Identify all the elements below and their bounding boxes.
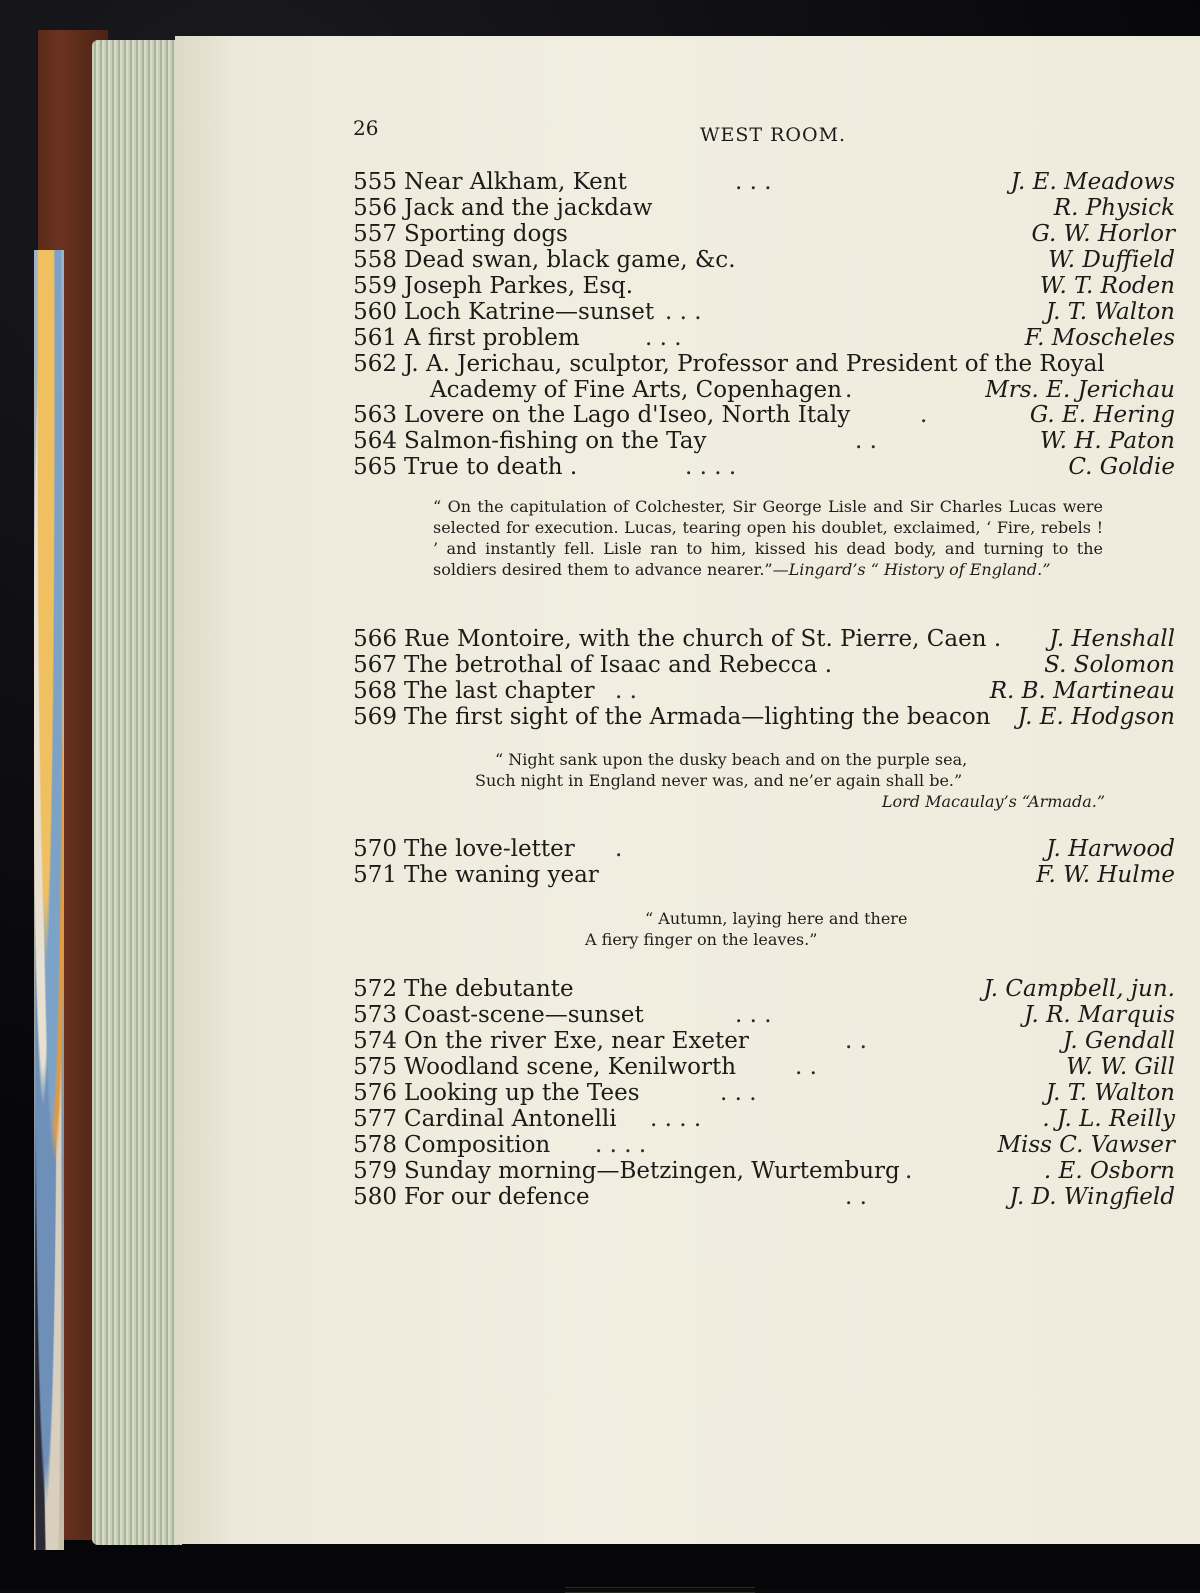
entry-artist: J. Henshall	[1049, 626, 1175, 652]
entry-row	[175, 1184, 1175, 1210]
entry-number: 555	[353, 169, 397, 195]
entry-title: The love-letter	[404, 836, 575, 862]
entry-row	[175, 351, 1175, 377]
entry-artist: J. E. Meadows	[1010, 169, 1175, 195]
entry-number: 572	[353, 976, 397, 1002]
entry-title: Joseph Parkes, Esq.	[404, 273, 634, 299]
quote-source: Lingard’s “ History of England.”	[788, 560, 1051, 579]
entry-title: Jack and the jackdaw	[404, 195, 653, 221]
entry-row	[175, 402, 1175, 428]
entry-number: 568	[353, 678, 397, 704]
entry-number: 564	[353, 428, 397, 454]
leader-dots: .	[905, 1158, 913, 1184]
entry-artist: J. E. Hodgson	[1017, 704, 1175, 730]
entry-artist: G. W. Horlor	[1031, 221, 1175, 247]
leader-dots: .	[845, 377, 853, 403]
leader-dots: . . .	[720, 1080, 757, 1106]
entry-artist: Miss C. Vawser	[997, 1132, 1175, 1158]
entry-row	[175, 1106, 1175, 1132]
running-head: WEST ROOM.	[700, 124, 847, 146]
entry-row	[175, 221, 1175, 247]
entry-artist: S. Solomon	[1044, 652, 1175, 678]
entry-row	[175, 169, 1175, 195]
entry-number: 571	[353, 862, 397, 888]
entry-number: 566	[353, 626, 397, 652]
entry-row	[175, 976, 1175, 1002]
entry-title: Near Alkham, Kent	[404, 169, 627, 195]
entry-row	[175, 325, 1175, 351]
entry-number: 575	[353, 1054, 397, 1080]
entry-title: Coast-scene—sunset	[404, 1002, 644, 1028]
entry-artist: W. Duffield	[1048, 247, 1175, 273]
entry-title: The first sight of the Armada—lighting the beacon	[404, 704, 991, 730]
page-edges	[92, 40, 182, 1545]
leader-dots: . . .	[665, 299, 702, 325]
leader-dots: .	[920, 402, 928, 428]
leader-dots: . . .	[735, 169, 772, 195]
leader-dots: . . .	[735, 1002, 772, 1028]
entry-row	[175, 704, 1175, 730]
entry-number: 573	[353, 1002, 397, 1028]
entry-artist: G. E. Hering	[1029, 402, 1175, 428]
entry-continuation	[175, 377, 1175, 403]
entry-row	[175, 1028, 1175, 1054]
entry-row	[175, 652, 1175, 678]
entry-title: Sporting dogs	[404, 221, 568, 247]
entry-title: Lovere on the Lago d'Iseo, North Italy	[404, 402, 851, 428]
marbled-endpaper	[34, 250, 64, 1550]
entry-artist: R. Physick	[1053, 195, 1175, 221]
leader-dots: . . . .	[685, 454, 737, 480]
leader-dots: . .	[795, 1054, 817, 1080]
entry-artist: J. Campbell, jun.	[983, 976, 1175, 1002]
entry-row	[175, 247, 1175, 273]
leader-dots: . . .	[645, 325, 682, 351]
entry-row	[175, 1002, 1175, 1028]
entry-artist: J. T. Walton	[1045, 299, 1175, 325]
entry-artist: C. Goldie	[1068, 454, 1175, 480]
entry-title: Composition	[404, 1132, 551, 1158]
quote-line: A fiery finger on the leaves.”	[585, 930, 818, 949]
leader-dots: .	[615, 836, 623, 862]
entry-artist: W. T. Roden	[1039, 273, 1175, 299]
entry-title: The waning year	[404, 862, 599, 888]
entry-artist: J. R. Marquis	[1024, 1002, 1175, 1028]
quote-autumn	[585, 908, 985, 950]
entry-number: 559	[353, 273, 397, 299]
leader-dots: . .	[855, 428, 877, 454]
entry-title: A first problem	[404, 325, 580, 351]
entry-row	[175, 1132, 1175, 1158]
quote-text: “ On the capitulation of Colchester, Sir George Lisle and Sir Charles Lucas were selected for execution. Lucas, tearing open his doublet, exclaimed, ‘ Fire, rebels ! ’ and instantly fell. Lisle ran to him, kissed his dead body, and turning to the soldiers desired them to advance nearer.”—	[433, 497, 1103, 579]
entry-number: 558	[353, 247, 397, 273]
quote-source: Lord Macaulay’s “Armada.”	[881, 792, 1105, 811]
entry-title: The betrothal of Isaac and Rebecca .	[404, 652, 833, 678]
entry-row	[175, 836, 1175, 862]
entry-title-continued: Academy of Fine Arts, Copenhagen	[430, 377, 842, 403]
entry-artist: J. Gendall	[1062, 1028, 1175, 1054]
quote-line: “ Autumn, laying here and there	[645, 909, 908, 928]
entry-number: 570	[353, 836, 397, 862]
entry-row	[175, 1054, 1175, 1080]
quote-colchester	[433, 496, 1103, 580]
entry-row	[175, 273, 1175, 299]
entry-title: Cardinal Antonelli	[404, 1106, 617, 1132]
entry-title: For our defence	[404, 1184, 590, 1210]
leader-dots: . .	[845, 1028, 867, 1054]
entry-number: 567	[353, 652, 397, 678]
entry-title: J. A. Jerichau, sculptor, Professor and President of the Royal	[404, 351, 1105, 377]
entry-number: 557	[353, 221, 397, 247]
page-number: 26	[353, 116, 379, 140]
catalogue-page	[175, 36, 1200, 1544]
entry-artist: W. W. Gill	[1066, 1054, 1175, 1080]
entry-title: True to death .	[404, 454, 578, 480]
entry-row	[175, 626, 1175, 652]
section-divider-rule	[565, 1587, 755, 1593]
entry-row	[175, 454, 1175, 480]
entry-artist: Mrs. E. Jerichau	[985, 377, 1175, 403]
leader-dots: . . . .	[650, 1106, 702, 1132]
entry-artist: R. B. Martineau	[989, 678, 1175, 704]
quote-armada	[475, 749, 1115, 812]
entry-row	[175, 1158, 1175, 1184]
quote-line: “ Night sank upon the dusky beach and on the purple sea,	[495, 750, 968, 769]
entry-number: 565	[353, 454, 397, 480]
entry-artist: J. D. Wingfield	[1009, 1184, 1175, 1210]
entry-number: 576	[353, 1080, 397, 1106]
entry-row	[175, 862, 1175, 888]
entry-number: 579	[353, 1158, 397, 1184]
entry-artist: J. Harwood	[1046, 836, 1175, 862]
entry-artist: F. Moscheles	[1024, 325, 1175, 351]
entry-title: Sunday morning—Betzingen, Wurtemburg	[404, 1158, 900, 1184]
entry-title: Salmon-fishing on the Tay	[404, 428, 707, 454]
entry-number: 560	[353, 299, 397, 325]
entry-number: 569	[353, 704, 397, 730]
entry-title: The debutante	[404, 976, 574, 1002]
entry-number: 578	[353, 1132, 397, 1158]
entry-artist: W. H. Paton	[1040, 428, 1175, 454]
entry-title: Rue Montoire, with the church of St. Pierre, Caen .	[404, 626, 1002, 652]
entry-title: Woodland scene, Kenilworth	[404, 1054, 737, 1080]
entry-artist: . J. L. Reilly	[1042, 1106, 1175, 1132]
entry-number: 561	[353, 325, 397, 351]
leader-dots: . .	[845, 1184, 867, 1210]
entry-number: 574	[353, 1028, 397, 1054]
entry-title: The last chapter	[404, 678, 595, 704]
leader-dots: . . . .	[595, 1132, 647, 1158]
entry-number: 562	[353, 351, 397, 377]
entry-row	[175, 195, 1175, 221]
entry-number: 563	[353, 402, 397, 428]
entry-number: 580	[353, 1184, 397, 1210]
entry-number: 577	[353, 1106, 397, 1132]
entry-artist: . E. Osborn	[1043, 1158, 1175, 1184]
entry-row	[175, 1080, 1175, 1106]
quote-line: Such night in England never was, and ne’er again shall be.”	[475, 771, 963, 790]
leader-dots: . .	[615, 678, 637, 704]
entry-number: 556	[353, 195, 397, 221]
entry-title: Looking up the Tees	[404, 1080, 640, 1106]
entry-artist: F. W. Hulme	[1036, 862, 1175, 888]
entry-title: Dead swan, black game, &c.	[404, 247, 736, 273]
entry-list	[175, 36, 1200, 1544]
entry-row	[175, 299, 1175, 325]
entry-row	[175, 428, 1175, 454]
entry-artist: J. T. Walton	[1045, 1080, 1175, 1106]
entry-row	[175, 678, 1175, 704]
entry-title: Loch Katrine—sunset	[404, 299, 655, 325]
entry-title: On the river Exe, near Exeter	[404, 1028, 749, 1054]
